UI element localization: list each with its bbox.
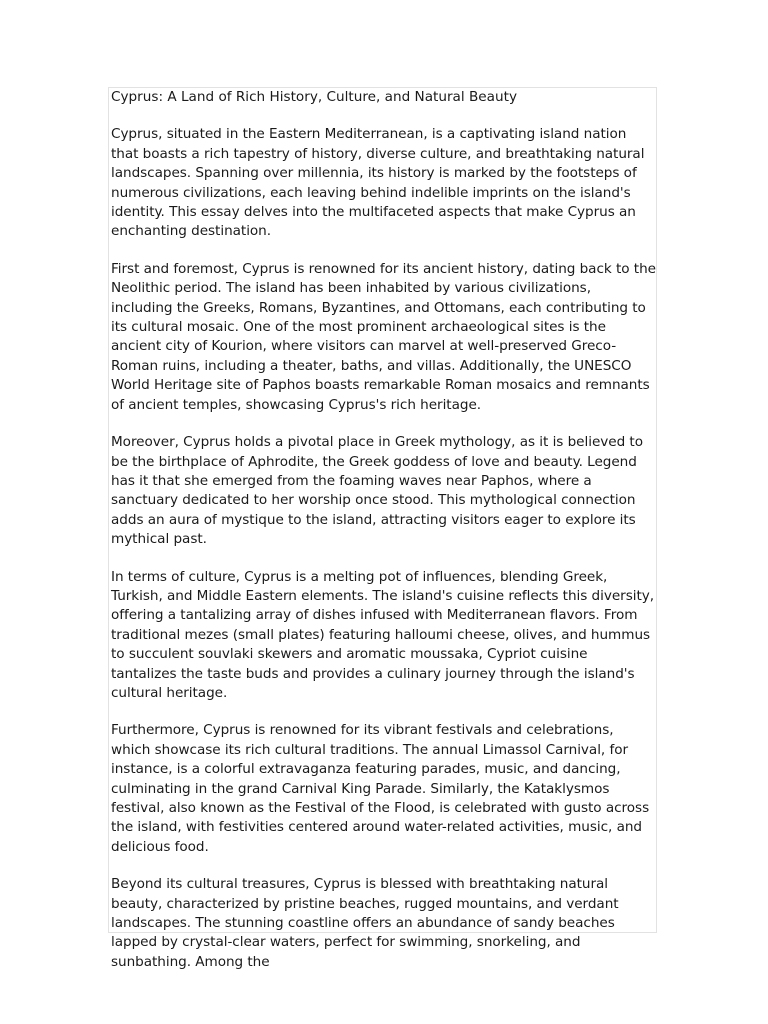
essay-paragraph-4: In terms of culture, Cyprus is a melting pot of influences, blending Greek, Turkish, and Middle Eastern elements. The island's cuisine reflects this diversity, offering a tantalizing array of dishes infused with Mediterranean flavors. From traditional mezes (small plates) featuring halloumi cheese, olives, and hummus to succulent souvlaki skewers and aromatic moussaka, Cypriot cuisine tantalizes the taste buds and provides a culinary journey through the island's cultural heritage. bbox=[111, 568, 655, 701]
essay-paragraph-5: Furthermore, Cyprus is renowned for its vibrant festivals and celebrations, which showcase its rich cultural traditions. The annual Limassol Carnival, for instance, is a colorful extravaganza featuring parades, music, and dancing, culminating in the grand Carnival King Parade. Similarly, the Kataklysmos festival, also known as the Festival of the Flood, is celebrated with gusto across the island, with festivities centered around water-related activities, music, and delicious food. bbox=[111, 722, 650, 855]
essay-paragraph-3: Moreover, Cyprus holds a pivotal place in Greek mythology, as it is believed to be the birthplace of Aphrodite, the Greek goddess of love and beauty. Legend has it that she emerged from the foaming waves near Paphos, where a sanctuary dedicated to her worship once stood. This mythological connection adds an aura of mystique to the island, attracting visitors eager to explore its mythical past. bbox=[111, 434, 643, 548]
essay-paragraph-2: First and foremost, Cyprus is renowned for its ancient history, dating back to the Neolithic period. The island has been inhabited by various civilizations, including the Greeks, Romans, Byzantines, and Ottomans, each contributing to its cultural mosaic. One of the most prominent archaeological sites is the ancient city of Kourion, where visitors can marvel at well-preserved Greco-Roman ruins, including a theater, baths, and villas. Additionally, the UNESCO World Heritage site of Paphos boasts remarkable Roman mosaics and remnants of ancient temples, showcasing Cyprus's rich heritage. bbox=[111, 260, 656, 413]
essay-text-box bbox=[108, 87, 657, 970]
essay-title: Cyprus: A Land of Rich History, Culture, and Natural Beauty bbox=[111, 89, 517, 105]
essay-paragraph-6: Beyond its cultural treasures, Cyprus is blessed with breathtaking natural beauty, characterized by pristine beaches, rugged mountains, and verdant landscapes. The stunning coastline offers an abundance of sandy beaches lapped by crystal-clear waters, perfect for swimming, snorkeling, and sunbathing. Among the bbox=[111, 876, 619, 970]
essay-paragraph-1: Cyprus, situated in the Eastern Mediterranean, is a captivating island nation that boasts a rich tapestry of history, diverse culture, and breathtaking natural landscapes. Spanning over millennia, its history is marked by the footsteps of numerous civilizations, each leaving behind indelible imprints on the island's identity. This essay delves into the multifaceted aspects that make Cyprus an enchanting destination. bbox=[111, 126, 645, 240]
